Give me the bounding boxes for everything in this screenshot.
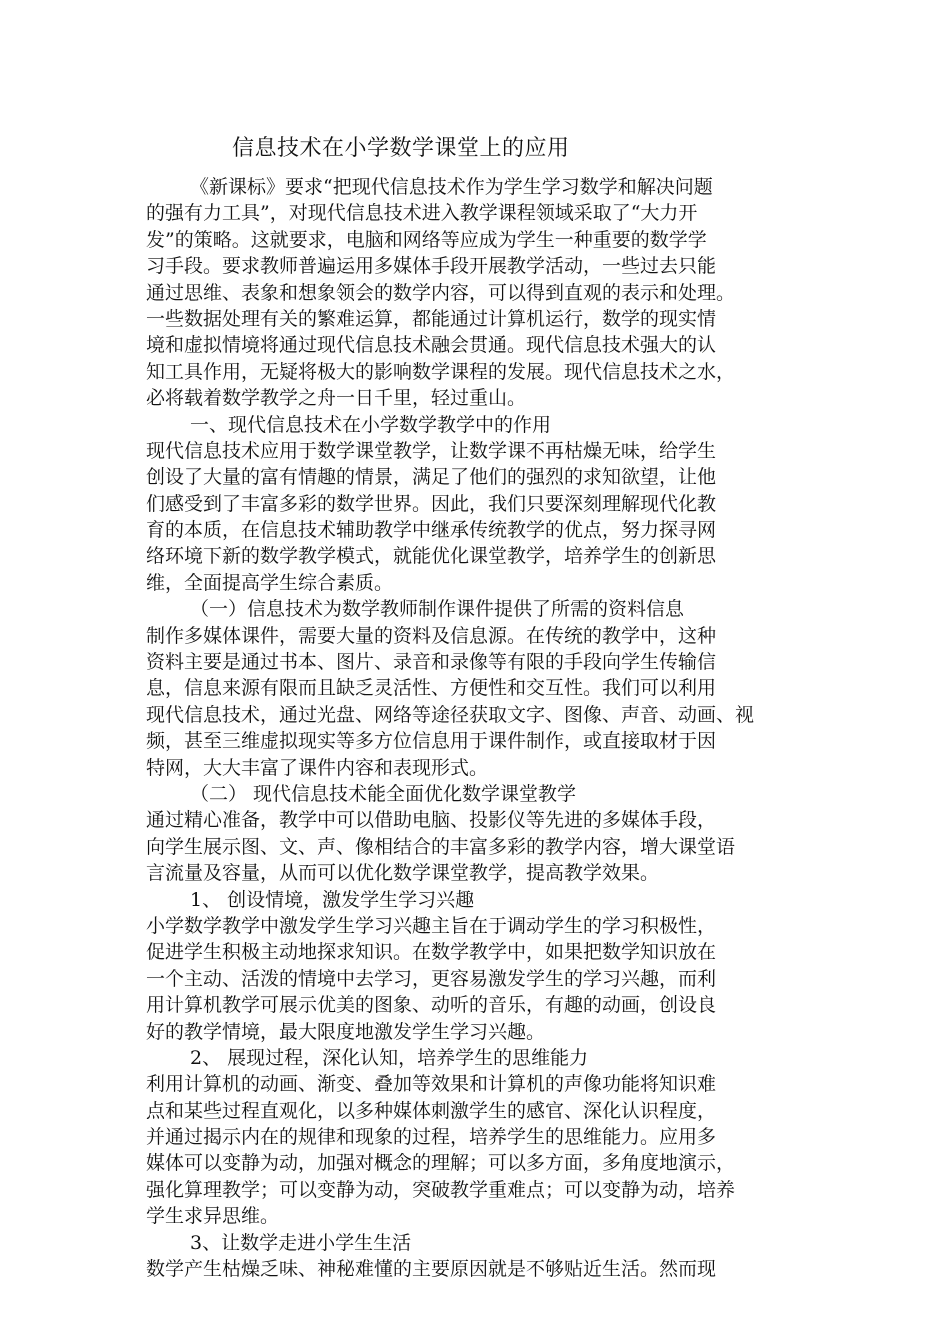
text-line: 好的教学情境，最大限度地激发学生学习兴趣。 [146,1020,546,1043]
text-line: 并通过揭示内在的规律和现象的过程，培养学生的思维能力。应用多 [146,1126,717,1149]
text-line: 《新课标》要求“把现代信息技术作为学生学习数学和解决问题 [190,176,713,198]
text-line: 息，信息来源有限而且缺乏灵活性、方便性和交互性。我们可以利用 [146,677,717,700]
text-line: 促进学生积极主动地探求知识。在数学教学中，如果把数学知识放在 [146,941,717,964]
text-line: 资料主要是通过书本、图片、录音和录像等有限的手段向学生传输信 [146,651,717,674]
text-line: 1、 创设情境，激发学生学习兴趣 [190,888,475,911]
text-line: 小学数学教学中激发学生学习兴趣主旨在于调动学生的学习积极性， [146,914,717,937]
text-line: 3、让数学走进小学生生活 [190,1231,412,1254]
text-line: 的强有力工具”，对现代信息技术进入教学课程领域采取了“大力开 [146,202,698,225]
text-line: （一）信息技术为数学教师制作课件提供了所需的资料信息 [190,598,685,621]
text-line: 现代信息技术应用于数学课堂教学，让数学课不再枯燥无味，给学生 [146,439,717,462]
text-line: 育的本质，在信息技术辅助教学中继承传统教学的优点，努力探寻网 [146,519,717,542]
text-line: 强化算理教学；可以变静为动，突破教学重难点；可以变静为动，培养 [146,1178,736,1201]
text-line: 制作多媒体课件，需要大量的资料及信息源。在传统的教学中，这种 [146,624,717,647]
text-line: 特网，大大丰富了课件内容和表现形式。 [146,756,489,779]
text-line: 用计算机教学可展示优美的图象、动听的音乐，有趣的动画，创设良 [146,994,717,1017]
text-line: 习手段。要求教师普遍运用多媒体手段开展教学活动，一些过去只能 [146,255,717,278]
text-line: 境和虚拟情境将通过现代信息技术融会贯通。现代信息技术强大的认 [146,334,717,357]
text-line: 学生求异思维。 [146,1205,280,1228]
text-line: 一个主动、活泼的情境中去学习，更容易激发学生的学习兴趣，而利 [146,967,717,990]
document-title: 信息技术在小学数学课堂上的应用 [232,136,570,161]
text-line: 利用计算机的动画、渐变、叠加等效果和计算机的声像功能将知识难 [146,1073,717,1096]
text-line: 一些数据处理有关的繁难运算，都能通过计算机运行，数学的现实情 [146,307,717,330]
text-line: 向学生展示图、文、声、像相结合的丰富多彩的教学内容，增大课堂语 [146,835,736,858]
text-line: 发”的策略。这就要求，电脑和网络等应成为学生一种重要的数学学 [146,228,707,251]
text-line: 络环境下新的数学教学模式，就能优化课堂教学，培养学生的创新思 [146,545,717,568]
text-line: 频，甚至三维虚拟现实等多方位信息用于课件制作，或直接取材于因 [146,730,717,753]
text-line: 点和某些过程直观化，以多种媒体刺激学生的感官、深化认识程度， [146,1099,717,1122]
document-body [146,174,810,1282]
text-line: 维，全面提高学生综合素质。 [146,571,394,594]
text-line: 现代信息技术，通过光盘、网络等途径获取文字、图像、声音、动画、视 [146,703,755,726]
text-line: 2、 展现过程，深化认知，培养学生的思维能力 [190,1046,589,1069]
text-line: 必将载着数学教学之舟一日千里，轻过重山。 [146,387,527,410]
text-line: 创设了大量的富有情趣的情景，满足了他们的强烈的求知欲望，让他 [146,466,717,489]
text-line: 一、现代信息技术在小学数学教学中的作用 [190,413,552,436]
text-line: （二） 现代信息技术能全面优化数学课堂教学 [190,782,577,805]
text-line: 们感受到了丰富多彩的数学世界。因此，我们只要深刻理解现代化教 [146,492,717,515]
text-line: 媒体可以变静为动，加强对概念的理解；可以多方面，多角度地演示， [146,1152,736,1175]
text-line: 通过精心准备，教学中可以借助电脑、投影仪等先进的多媒体手段， [146,809,717,832]
text-line: 知工具作用，无疑将极大的影响数学课程的发展。现代信息技术之水， [146,360,736,383]
text-line: 数学产生枯燥乏味、神秘难懂的主要原因就是不够贴近生活。然而现 [146,1258,717,1281]
text-line: 言流量及容量，从而可以优化数学课堂教学，提高教学效果。 [146,862,660,885]
text-line: 通过思维、表象和想象领会的数学内容，可以得到直观的表示和处理。 [146,281,736,304]
